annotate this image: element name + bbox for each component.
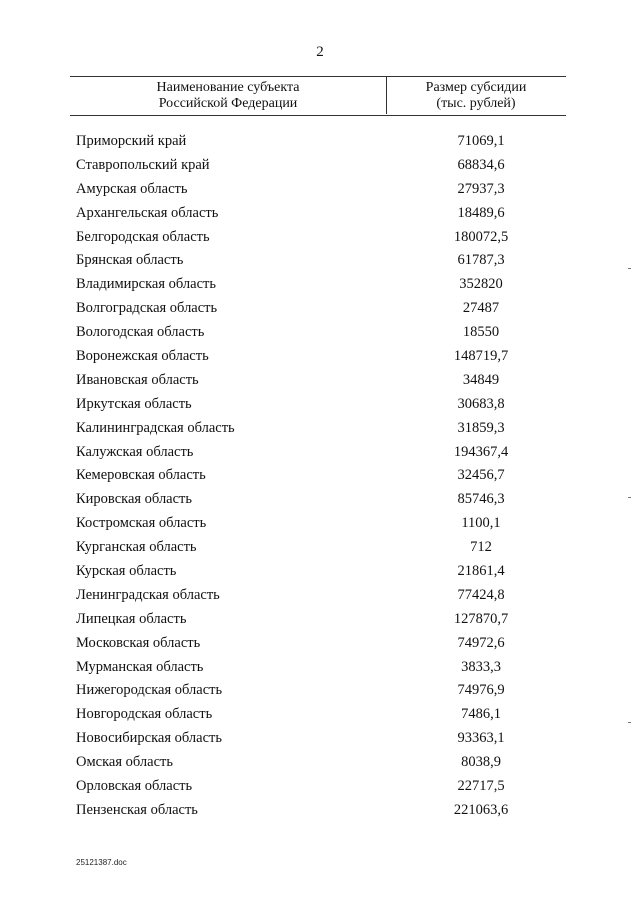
subject-name: Волгоградская область — [76, 300, 218, 317]
subsidy-amount: 68834,6 — [457, 156, 505, 173]
subsidy-amount: 1100,1 — [461, 515, 501, 532]
subject-name: Новосибирская область — [76, 730, 222, 747]
table-body — [76, 130, 576, 823]
table-row — [76, 178, 576, 202]
table-row — [76, 799, 576, 823]
subject-name: Липецкая область — [76, 610, 187, 627]
footer-document-id: 25121387.doc — [76, 858, 127, 867]
subsidy-amount: 8038,9 — [461, 754, 501, 771]
subsidy-amount: 712 — [470, 539, 492, 556]
table-row — [76, 679, 576, 703]
subsidy-amount: 221063,6 — [453, 801, 509, 818]
subject-name: Новгородская область — [76, 706, 213, 723]
subject-name: Калининградская область — [76, 419, 235, 436]
table-row — [76, 608, 576, 632]
table-row — [76, 775, 576, 799]
subject-name: Кировская область — [76, 491, 193, 508]
subsidy-amount: 352820 — [459, 276, 503, 293]
scan-edge-mark — [628, 268, 631, 269]
subject-name: Владимирская область — [76, 276, 216, 293]
table-row — [76, 751, 576, 775]
table-row — [76, 512, 576, 536]
subsidy-amount: 34849 — [462, 371, 500, 388]
subject-name: Курганская область — [76, 539, 197, 556]
table-row — [76, 226, 576, 250]
subsidy-amount: 30683,8 — [457, 395, 505, 412]
subject-name: Ленинградская область — [76, 586, 220, 603]
table-row — [76, 656, 576, 680]
subsidy-amount: 22717,5 — [457, 778, 505, 795]
subsidy-amount: 18489,6 — [457, 204, 505, 221]
subject-name: Нижегородская область — [76, 682, 223, 699]
subsidy-amount: 27937,3 — [457, 180, 505, 197]
subject-name: Белгородская область — [76, 228, 210, 245]
subject-name: Брянская область — [76, 252, 184, 269]
subject-name: Воронежская область — [76, 348, 209, 365]
table-row — [76, 130, 576, 154]
table-row — [76, 154, 576, 178]
subsidy-amount: 180072,5 — [453, 228, 509, 245]
table-row — [76, 321, 576, 345]
subject-name: Орловская область — [76, 778, 193, 795]
subsidy-amount: 194367,4 — [453, 443, 509, 460]
subsidy-amount: 32456,7 — [457, 467, 505, 484]
table-row — [76, 584, 576, 608]
subsidy-amount: 21861,4 — [457, 563, 505, 580]
table-row — [76, 441, 576, 465]
table-row — [76, 369, 576, 393]
header-column-divider — [386, 76, 387, 114]
subject-name: Пензенская область — [76, 801, 198, 818]
table-row — [76, 202, 576, 226]
subsidy-amount: 71069,1 — [457, 133, 505, 149]
scan-edge-mark — [628, 497, 631, 498]
subject-name: Мурманская область — [76, 658, 204, 675]
subsidy-amount: 7486,1 — [461, 706, 501, 723]
table-header — [70, 76, 566, 116]
table-row — [76, 273, 576, 297]
table-row — [76, 297, 576, 321]
table-row — [76, 417, 576, 441]
subject-name: Иркутская область — [76, 395, 192, 412]
subject-name: Костромская область — [76, 515, 207, 532]
subsidy-amount: 85746,3 — [457, 491, 505, 508]
table-row — [76, 632, 576, 656]
table-row — [76, 560, 576, 584]
subsidy-amount: 18550 — [462, 324, 500, 341]
table-row — [76, 345, 576, 369]
table-row — [76, 249, 576, 273]
subsidy-amount: 93363,1 — [457, 730, 505, 747]
table-row — [76, 703, 576, 727]
table-row — [76, 488, 576, 512]
subsidy-amount: 61787,3 — [457, 252, 505, 269]
subject-name: Приморский край — [76, 133, 187, 149]
subject-name: Ивановская область — [76, 371, 199, 388]
subject-name: Амурская область — [76, 180, 188, 197]
subject-name: Курская область — [76, 563, 177, 580]
table-row — [76, 393, 576, 417]
table-row — [76, 536, 576, 560]
table-row — [76, 727, 576, 751]
subject-name: Ставропольский край — [76, 156, 210, 173]
scan-edge-mark — [628, 722, 631, 723]
subject-name: Кемеровская область — [76, 467, 206, 484]
header-subject-name-line1: Наименование субъекта — [156, 80, 300, 95]
subsidy-amount: 74976,9 — [457, 682, 505, 699]
header-subsidy-amount — [386, 80, 566, 112]
header-subject-name-line2: Российской Федерации — [158, 96, 298, 111]
subject-name: Омская область — [76, 754, 173, 771]
subsidy-amount: 3833,3 — [461, 658, 501, 675]
subject-name: Калужская область — [76, 443, 194, 460]
subsidy-amount: 27487 — [462, 300, 500, 317]
subject-name: Вологодская область — [76, 324, 205, 341]
subsidy-amount: 77424,8 — [457, 586, 505, 603]
header-subject-name — [70, 80, 386, 112]
subject-name: Московская область — [76, 634, 201, 651]
subsidy-amount: 148719,7 — [453, 348, 509, 365]
table-row — [76, 464, 576, 488]
subsidy-amount: 127870,7 — [453, 610, 509, 627]
header-subsidy-amount-line2: (тыс. рублей) — [436, 96, 516, 111]
subsidy-amount: 74972,6 — [457, 634, 505, 651]
subsidy-amount: 31859,3 — [457, 419, 505, 436]
header-subsidy-amount-line1: Размер субсидии — [425, 80, 527, 95]
page-number: 2 — [316, 44, 324, 60]
subject-name: Архангельская область — [76, 204, 219, 221]
